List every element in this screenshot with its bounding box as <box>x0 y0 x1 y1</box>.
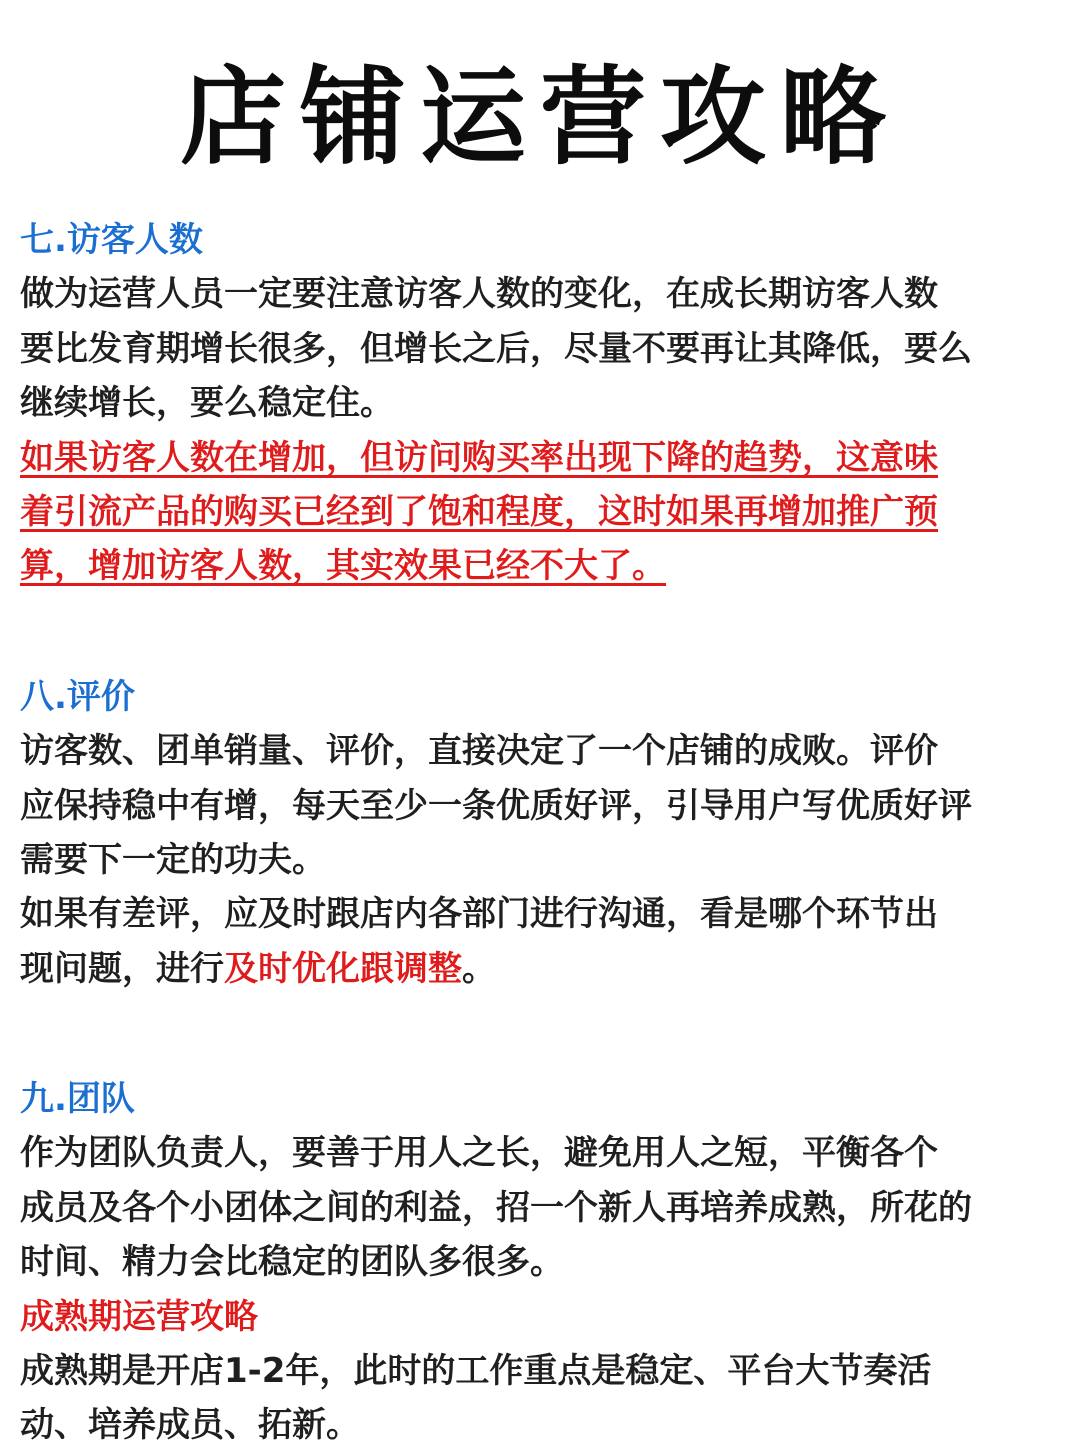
paragraph-line: 访客数、团单销量、评价，直接决定了一个店铺的成败。评价 <box>20 731 938 772</box>
highlight-line: 着引流产品的购买已经到了饱和程度，这时如果再增加推广预 <box>20 491 938 532</box>
highlight-line: 如果访客人数在增加，但访问购买率出现下降的趋势，这意味 <box>20 437 938 478</box>
paragraph-line: 需要下一定的功夫。 <box>20 839 326 880</box>
article-body <box>20 213 1065 1453</box>
paragraph-line: 动、培养成员、拓新。 <box>20 1405 360 1446</box>
paragraph-line <box>20 942 1065 996</box>
paragraph-line: 要比发育期增长很多，但增长之后，尽量不要再让其降低，要么 <box>20 328 972 369</box>
paragraph-line: 继续增长，要么稳定住。 <box>20 383 394 424</box>
section-spacer <box>20 996 1065 1072</box>
highlight-line: 算，增加访客人数，其实效果已经不大了。 <box>20 546 666 587</box>
paragraph-line: 应保持稳中有增，每天至少一条优质好评，引导用户写优质好评 <box>20 785 972 826</box>
page-title: 店铺运营攻略 <box>180 56 900 179</box>
paragraph-line: 成熟期是开店1-2年，此时的工作重点是稳定、平台大节奏活 <box>20 1351 932 1392</box>
paragraph-line: 作为团队负责人，要善于用人之长，避免用人之短，平衡各个 <box>20 1133 938 1174</box>
section-spacer <box>20 594 1065 670</box>
section-heading-visitors: 七.访客人数 <box>20 220 203 260</box>
line-prefix: 现问题，进行 <box>20 948 224 989</box>
line-suffix: 。 <box>462 948 496 989</box>
paragraph-line: 做为运营人员一定要注意访客人数的变化，在成长期访客人数 <box>20 274 938 315</box>
subheading-mature-stage: 成熟期运营攻略 <box>20 1296 258 1337</box>
section-heading-reviews: 八.评价 <box>20 676 135 717</box>
section-heading-team: 九.团队 <box>20 1079 135 1120</box>
highlight-phrase: 及时优化跟调整 <box>224 948 462 989</box>
paragraph-line: 如果有差评，应及时跟店内各部门进行沟通，看是哪个环节出 <box>20 894 938 935</box>
paragraph-line: 时间、精力会比稳定的团队多很多。 <box>20 1242 564 1283</box>
paragraph-line: 成员及各个小团体之间的利益，招一个新人再培养成熟，所花的 <box>20 1187 972 1228</box>
